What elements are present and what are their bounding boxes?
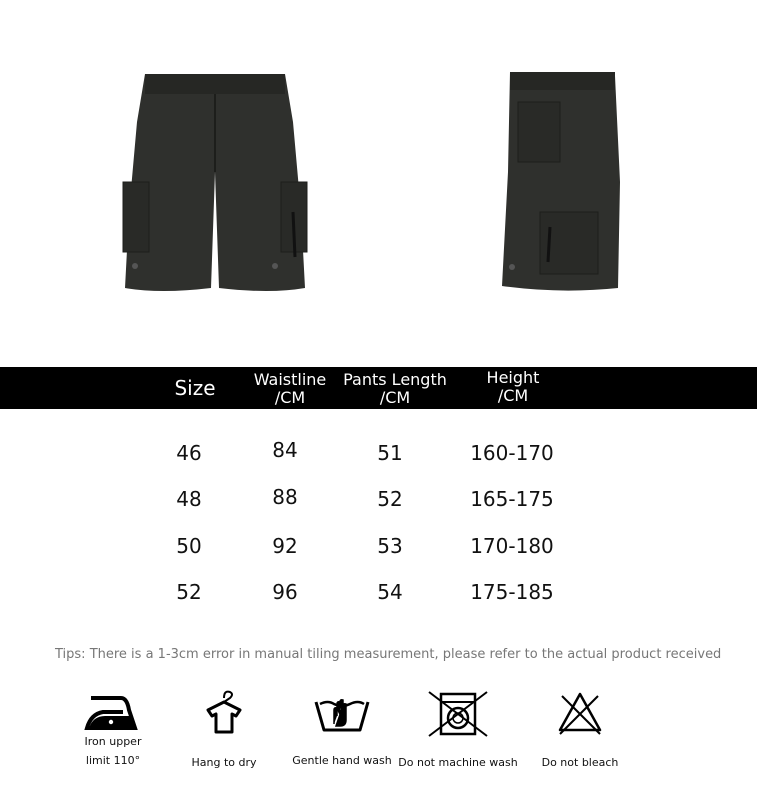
care-label: Gentle hand wash	[292, 754, 392, 767]
care-item-no-bleach	[535, 690, 625, 772]
no-machine-wash-icon	[425, 690, 491, 738]
header-waistline-label: Waistline	[253, 370, 327, 389]
pants-length-cell: 51	[377, 441, 403, 465]
table-row	[0, 534, 757, 564]
waistline-cell: 96	[272, 580, 298, 604]
header-waistline-unit: /CM	[274, 388, 306, 407]
side-view-shorts-image	[490, 62, 630, 300]
header-size	[160, 378, 230, 398]
table-row	[0, 580, 757, 610]
iron-icon	[83, 690, 143, 732]
care-label: Do not machine wash	[398, 756, 518, 769]
no-bleach-icon	[556, 690, 604, 736]
height-cell: 165-175	[470, 487, 554, 511]
header-height-unit: /CM	[497, 386, 529, 405]
header-waistline	[240, 371, 340, 407]
waistline-cell: 84	[272, 438, 298, 462]
height-cell: 160-170	[470, 441, 554, 465]
care-label: Iron upper	[84, 735, 142, 748]
front-view-shorts-image	[115, 62, 315, 300]
table-row	[0, 487, 757, 517]
pants-length-cell: 54	[377, 580, 403, 604]
header-pants-length-label: Pants Length	[343, 370, 447, 389]
care-item-hang-dry	[184, 688, 264, 772]
size-cell: 48	[176, 487, 202, 511]
hand-wash-icon	[312, 690, 372, 734]
size-cell: 50	[176, 534, 202, 558]
header-height-label: Height	[486, 368, 540, 387]
pants-length-cell: 53	[377, 534, 403, 558]
pants-length-cell: 52	[377, 487, 403, 511]
care-label: limit 110°	[85, 754, 141, 767]
waistline-cell: 92	[272, 534, 298, 558]
care-item-no-machine-wash	[398, 690, 518, 772]
size-cell: 46	[176, 441, 202, 465]
care-item-hand-wash	[292, 690, 392, 770]
measurement-tips: Tips: There is a 1-3cm error in manual tiling measurement, please refer to the actual product received	[55, 647, 722, 662]
care-label: Do not bleach	[541, 756, 619, 769]
hang-dry-icon	[204, 688, 244, 736]
size-table-header	[0, 367, 757, 409]
waistline-cell: 88	[272, 485, 298, 509]
header-height	[463, 369, 563, 405]
header-size-label: Size	[174, 376, 216, 400]
care-item-iron	[78, 690, 148, 770]
care-label: Hang to dry	[191, 756, 257, 769]
header-pants-length	[340, 371, 450, 407]
header-pants-length-unit: /CM	[379, 388, 411, 407]
size-cell: 52	[176, 580, 202, 604]
table-row	[0, 438, 757, 471]
height-cell: 170-180	[470, 534, 554, 558]
height-cell: 175-185	[470, 580, 554, 604]
